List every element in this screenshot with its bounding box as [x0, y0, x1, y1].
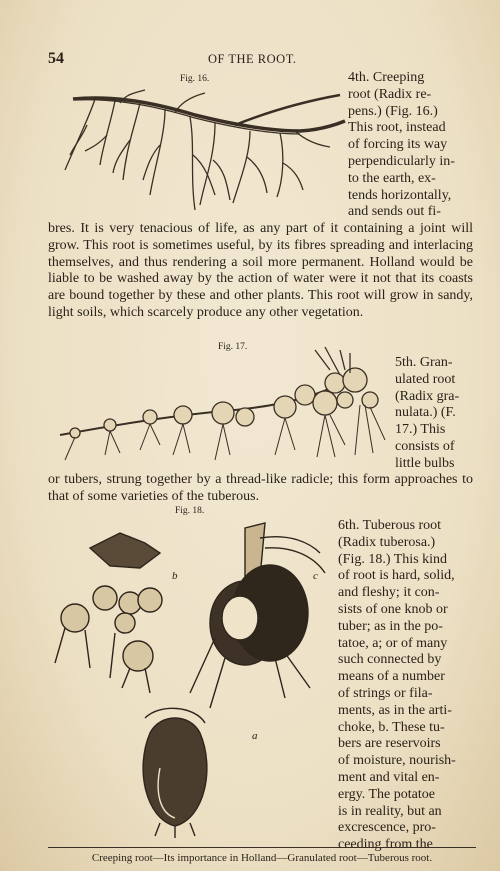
text-line: (Radix tuberosa.)	[338, 534, 436, 550]
text-line: to the earth, ex-	[348, 170, 436, 186]
text-line: is in reality, but an	[338, 803, 442, 819]
text-line: perpendicularly in-	[348, 153, 455, 169]
text-line: of moisture, nourish-	[338, 753, 456, 769]
text-line: 5th. Gran-	[395, 355, 453, 370]
text-line: means of a number	[338, 669, 445, 685]
text-line: and sends out fi-	[348, 204, 441, 220]
text-line: (Radix gra-	[395, 388, 460, 404]
text-line: ergy. The potatoe	[338, 786, 435, 802]
fig16-caption: Fig. 16.	[180, 74, 210, 84]
fig-label-a: a	[252, 730, 258, 742]
text-line: root (Radix re-	[348, 86, 432, 102]
text-line: choke, b. These tu-	[338, 719, 445, 735]
text-line: This root, instead	[348, 120, 446, 136]
text-line: tatoe, a; or of many	[338, 635, 448, 651]
text-line: 4th. Creeping	[348, 70, 425, 85]
section-6-side-text	[338, 518, 478, 854]
text-line: and fleshy; it con-	[338, 585, 440, 601]
text-line: excrescence, pro-	[338, 820, 436, 836]
text-line: bers are reservoirs	[338, 736, 441, 752]
text-line: of root is hard, solid,	[338, 568, 455, 584]
text-line: ceeding from the	[338, 837, 433, 853]
text-line: of forcing its way	[348, 137, 448, 153]
fig17-caption: Fig. 17.	[218, 342, 248, 352]
text-line: consists of	[395, 438, 455, 454]
text-line: little bulbs	[395, 455, 455, 471]
text-line: pens.) (Fig. 16.)	[348, 103, 438, 119]
fig18-caption: Fig. 18.	[175, 506, 205, 516]
text-line: such connected by	[338, 652, 442, 668]
text-line: (Fig. 18.) This kind	[338, 551, 448, 567]
text-line: tends horizontally,	[348, 187, 452, 203]
page-number: 54	[48, 50, 64, 67]
text-line: 6th. Tuberous root	[338, 518, 442, 533]
creeping-root-illustration	[55, 85, 350, 220]
text-line: sists of one knob or	[338, 601, 448, 617]
granulated-root-illustration	[55, 345, 395, 470]
fig-label-c: c	[313, 570, 318, 582]
text-line: 17.) This	[395, 422, 446, 438]
text-line: tuber; as in the po-	[338, 618, 443, 634]
text-line: ments, as in the arti-	[338, 702, 452, 718]
text-line: of strings or fila-	[338, 685, 433, 701]
section-4-side-text	[348, 70, 473, 221]
text-line: nulata.) (F.	[395, 405, 456, 421]
section-5-paragraph: or tubers, strung together by a thread-like radicle; this form approaches to that of some varieties of the tuberous.	[48, 472, 473, 504]
fig-label-b: b	[172, 570, 178, 582]
tuberous-root-illustration	[50, 518, 335, 843]
text-line: ment and vital en-	[338, 769, 440, 785]
section-5-side-text	[395, 355, 475, 473]
text-line: ulated root	[395, 371, 456, 387]
running-title: OF THE ROOT.	[208, 52, 297, 66]
section-4-paragraph: bres. It is very tenacious of life, as any part of it containing a joint will grow. This root is sometimes useful, by its fibres spreading and interlacing themselves, and thus rendering a soil more permanent. Holland would be liable to be washed away by the action of water were it not that its coasts are bound together by these and other plants. This root will grow in sandy, light soils, which scarcely produce any other vegetation.	[48, 221, 473, 320]
page-footer-summary: Creeping root—Its importance in Holland—Granulated root—Tuberous root.	[48, 847, 476, 864]
